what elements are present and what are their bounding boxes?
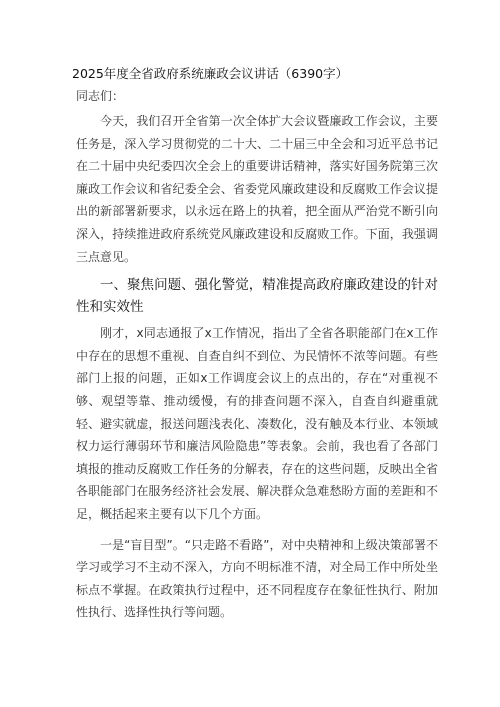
paragraph-blind-type: 一是“盲目型”。“只走路不看路”，对中央精神和上级决策部署不学习或学习不主动不深入，方向不明标准不清，对全局工作中所处坐标点不掌握。在政策执行过程中，还不同程度存在象征性执行、附加性执行、选择性执行等问题。 <box>76 537 438 620</box>
section-heading-1: 一、聚焦问题、强化警觉，精准提高政府廉政建设的针对性和实效性 <box>76 277 438 316</box>
greeting: 同志们： <box>76 89 125 103</box>
paragraph-problems: 刚才，x同志通报了x工作情况，指出了全省各职能部门在x工作中存在的思想不重视、自查自纠不到位、为民情怀不浓等问题。有些部门上报的问题，正如x工作调度会议上的点出的，存在“对重视不够、观望等靠、推动缓慢，有的排查问题不深入，自查自纠避重就轻、避实就虚，报送问题浅表化、凑数化，没有触及本行业、本领域权力运行薄弱环节和廉洁风险隐患”等表象。会前，我也看了各部门填报的推动反腐败工作任务的分解表，存在的这些问题，反映出全省各职能部门在服务经济社会发展、解决群众急难愁盼方面的差距和不足，概括起来主要有以下几个方面。 <box>76 326 438 521</box>
paragraph-intro: 今天，我们召开全省第一次全体扩大会议暨廉政工作会议，主要任务是，深入学习贯彻党的二十大、二十届三中全会和习近平总书记在二十届中央纪委四次全会上的重要讲话精神，落实好国务院第三次廉政工作会议和省纪委全会、省委党风廉政建设和反腐败工作会议提出的新部署新要求，以永远在路上的执着，把全面从严治党不断引向深入，持续推进政府系统党风廉政建设和反腐败工作。下面，我强调三点意见。 <box>76 114 438 264</box>
document-title: 2025年度全省政府系统廉政会议讲话（6390字） <box>72 66 349 81</box>
